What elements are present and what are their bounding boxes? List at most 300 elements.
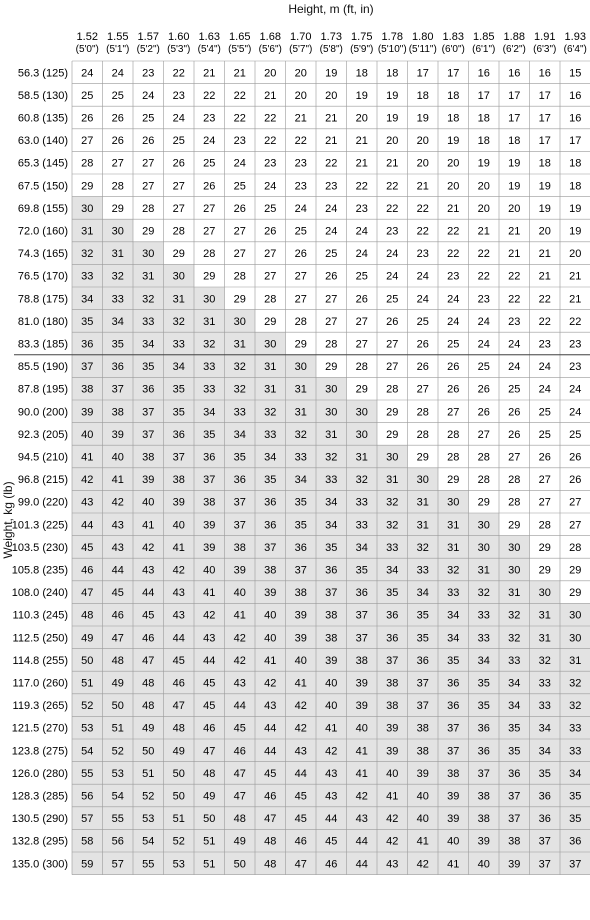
cell-value: 47 [111,632,124,645]
cell-value: 18 [569,180,582,193]
cell-value: 48 [264,835,277,848]
cell-value: 27 [142,180,155,193]
cell-value: 43 [325,767,338,780]
cell-value: 22 [325,157,338,170]
cell-value: 42 [111,496,124,509]
cell-value: 48 [111,654,124,667]
cell-value: 47 [294,858,307,871]
row-label: 103.5 (230) [11,541,68,554]
row-label: 101.3 (225) [11,519,68,532]
cell-value: 48 [81,609,94,622]
row-label: 76.5 (170) [17,270,68,283]
cell-value: 42 [172,564,185,577]
cell-value: 43 [172,587,185,600]
cell-value: 28 [172,225,185,238]
cell-value: 28 [477,474,490,487]
cell-value: 31 [477,564,490,577]
cell-value: 39 [477,835,490,848]
cell-value: 41 [203,587,216,600]
cell-value: 29 [538,564,551,577]
cell-value: 59 [81,858,94,871]
cell-value: 30 [569,632,582,645]
cell-value: 23 [203,112,216,125]
cell-value: 22 [233,112,246,125]
cell-value: 41 [355,767,368,780]
cell-value: 31 [111,248,124,261]
cell-value: 35 [294,496,307,509]
row-label: 85.5 (190) [17,361,68,374]
cell-value: 24 [172,112,185,125]
cell-value: 28 [142,202,155,215]
cell-value: 18 [355,67,368,80]
cell-value: 32 [508,609,521,622]
cell-value: 36 [416,654,429,667]
cell-value: 51 [142,767,155,780]
cell-value: 33 [508,654,521,667]
cell-value: 26 [111,135,124,148]
cell-value: 20 [325,89,338,102]
cell-value: 35 [477,677,490,690]
cell-value: 33 [355,519,368,532]
cell-value: 21 [538,270,551,283]
cell-value: 43 [81,496,94,509]
column-header-m: 1.91 [534,31,556,43]
cell-value: 22 [172,67,185,80]
column-header-ft: (6'0") [441,44,465,55]
cell-value: 30 [538,587,551,600]
cell-value: 22 [508,293,521,306]
row-label: 56.3 (125) [17,67,68,80]
column-header-m: 1.85 [473,31,495,43]
column-header-m: 1.93 [564,31,586,43]
row-label: 81.0 (180) [17,315,68,328]
row-label: 119.3 (265) [12,700,68,713]
cell-value: 33 [233,406,246,419]
cell-value: 44 [264,722,277,735]
row-label: 74.3 (165) [17,248,68,261]
cell-value: 33 [203,361,216,374]
cell-value: 44 [233,700,246,713]
cell-value: 19 [477,157,490,170]
cell-value: 28 [111,180,124,193]
cell-value: 25 [142,112,155,125]
cell-value: 30 [142,248,155,261]
cell-value: 39 [416,767,429,780]
cell-value: 35 [203,428,216,441]
row-label: 123.8 (275) [11,745,68,758]
cell-value: 33 [447,587,460,600]
cell-value: 32 [203,338,216,351]
cell-value: 19 [325,67,338,80]
cell-value: 26 [264,225,277,238]
cell-value: 27 [538,474,551,487]
cell-value: 30 [203,293,216,306]
cell-value: 39 [203,519,216,532]
cell-value: 38 [264,564,277,577]
cell-value: 26 [416,361,429,374]
cell-value: 40 [355,722,368,735]
cell-value: 35 [447,654,460,667]
cell-value: 36 [477,745,490,758]
cell-value: 24 [325,225,338,238]
cell-value: 27 [111,157,124,170]
cell-value: 25 [203,157,216,170]
cell-value: 29 [142,225,155,238]
cell-value: 24 [569,383,582,396]
cell-value: 21 [355,157,368,170]
cell-value: 45 [142,609,155,622]
cell-value: 34 [325,496,338,509]
cell-value: 35 [569,790,582,803]
cell-value: 32 [142,293,155,306]
cell-value: 37 [538,835,551,848]
cell-value: 46 [233,745,246,758]
cell-value: 32 [325,451,338,464]
cell-value: 45 [203,700,216,713]
cell-value: 20 [538,225,551,238]
row-label: 90.0 (200) [17,406,68,419]
cell-value: 22 [203,89,216,102]
cell-value: 52 [81,700,94,713]
cell-value: 35 [172,406,185,419]
cell-value: 23 [142,67,155,80]
cell-value: 54 [111,790,124,803]
cell-value: 37 [538,858,551,871]
cell-value: 39 [447,813,460,826]
cell-value: 36 [447,700,460,713]
cell-value: 34 [264,451,277,464]
cell-value: 20 [477,180,490,193]
cell-value: 22 [477,270,490,283]
cell-value: 43 [142,564,155,577]
cell-value: 46 [264,790,277,803]
cell-value: 33 [325,474,338,487]
cell-value: 37 [477,767,490,780]
cell-value: 39 [355,700,368,713]
cell-value: 38 [477,790,490,803]
cell-value: 19 [416,112,429,125]
cell-value: 32 [416,541,429,554]
cell-value: 20 [294,67,307,80]
cell-value: 30 [508,541,521,554]
cell-value: 30 [416,474,429,487]
row-label: 110.3 (245) [12,609,68,622]
cell-value: 24 [477,315,490,328]
cell-value: 46 [81,564,94,577]
cell-value: 39 [264,587,277,600]
cell-value: 50 [81,654,94,667]
cell-value: 41 [111,474,124,487]
cell-value: 27 [355,315,368,328]
row-label: 108.0 (240) [11,587,68,600]
cell-value: 39 [142,474,155,487]
cell-value: 27 [325,315,338,328]
cell-value: 32 [81,248,94,261]
cell-value: 31 [264,383,277,396]
cell-value: 50 [111,700,124,713]
cell-value: 33 [538,677,551,690]
cell-value: 26 [477,383,490,396]
cell-value: 29 [111,202,124,215]
column-header-ft: (5'8") [319,44,343,55]
cell-value: 29 [81,180,94,193]
cell-value: 27 [264,270,277,283]
cell-value: 45 [111,587,124,600]
cell-value: 36 [447,677,460,690]
cell-value: 23 [264,157,277,170]
cell-value: 37 [325,587,338,600]
cell-value: 24 [264,180,277,193]
cell-value: 32 [355,474,368,487]
cell-value: 19 [538,202,551,215]
cell-value: 27 [325,293,338,306]
row-label: 69.8 (155) [17,202,68,215]
row-label: 117.0 (260) [12,677,68,690]
cell-value: 35 [508,722,521,735]
cell-value: 49 [81,632,94,645]
cell-value: 35 [477,700,490,713]
cell-value: 22 [386,202,399,215]
cell-value: 30 [477,541,490,554]
cell-value: 36 [569,835,582,848]
cell-value: 55 [111,813,124,826]
cell-value: 21 [569,270,582,283]
row-label: 58.5 (130) [17,89,68,102]
cell-value: 27 [447,406,460,419]
cell-value: 37 [233,496,246,509]
cell-value: 42 [386,813,399,826]
cell-value: 52 [142,790,155,803]
row-label: 87.8 (195) [17,383,68,396]
cell-value: 45 [172,654,185,667]
cell-value: 29 [569,587,582,600]
cell-value: 50 [142,745,155,758]
cell-value: 47 [233,767,246,780]
cell-value: 44 [264,745,277,758]
cell-value: 31 [447,541,460,554]
column-header-m: 1.65 [229,31,251,43]
cell-value: 19 [386,112,399,125]
cell-value: 36 [325,564,338,577]
cell-value: 43 [294,745,307,758]
cell-value: 33 [477,632,490,645]
column-header-m: 1.78 [381,31,403,43]
cell-value: 46 [111,609,124,622]
cell-value: 36 [386,609,399,622]
cell-value: 43 [233,677,246,690]
cell-value: 33 [416,564,429,577]
cell-value: 32 [569,700,582,713]
column-header-m: 1.73 [320,31,342,43]
cell-value: 25 [477,361,490,374]
cell-value: 28 [203,248,216,261]
cell-value: 19 [386,89,399,102]
cell-value: 16 [569,89,582,102]
cell-value: 26 [294,248,307,261]
cell-value: 39 [325,654,338,667]
cell-value: 38 [477,813,490,826]
cell-value: 43 [386,858,399,871]
cell-value: 30 [325,406,338,419]
cell-value: 40 [172,519,185,532]
cell-value: 31 [386,474,399,487]
cell-value: 52 [111,745,124,758]
cell-value: 29 [416,451,429,464]
cell-value: 54 [81,745,94,758]
cell-value: 34 [111,315,124,328]
cell-value: 23 [386,225,399,238]
cell-value: 39 [355,677,368,690]
cell-value: 21 [294,112,307,125]
cell-value: 35 [325,541,338,554]
cell-value: 24 [81,67,94,80]
cell-value: 41 [142,519,155,532]
cell-value: 47 [81,587,94,600]
cell-value: 38 [416,722,429,735]
cell-value: 38 [416,745,429,758]
cell-value: 53 [111,767,124,780]
cell-value: 21 [264,89,277,102]
cell-value: 28 [325,338,338,351]
cell-value: 26 [172,157,185,170]
cell-value: 31 [264,361,277,374]
column-header-ft: (5'0") [75,44,99,55]
cell-value: 18 [416,89,429,102]
cell-value: 37 [447,745,460,758]
cell-value: 31 [416,519,429,532]
column-header-ft: (5'10") [377,44,407,55]
cell-value: 28 [355,361,368,374]
cell-value: 37 [508,813,521,826]
cell-value: 30 [111,225,124,238]
cell-value: 27 [203,225,216,238]
cell-value: 34 [538,745,551,758]
cell-value: 21 [386,157,399,170]
cell-value: 30 [447,496,460,509]
cell-value: 44 [142,587,155,600]
column-header-ft: (6'4") [563,44,587,55]
cell-value: 46 [294,835,307,848]
cell-value: 36 [386,632,399,645]
column-header-ft: (5'6") [258,44,282,55]
cell-value: 33 [203,383,216,396]
cell-value: 25 [111,89,124,102]
cell-value: 25 [416,315,429,328]
row-label: 99.0 (220) [17,496,68,509]
cell-value: 42 [294,700,307,713]
cell-value: 37 [111,383,124,396]
cell-value: 37 [386,654,399,667]
cell-value: 19 [447,135,460,148]
cell-value: 28 [81,157,94,170]
cell-value: 21 [477,225,490,238]
cell-value: 42 [386,835,399,848]
cell-value: 42 [233,654,246,667]
cell-value: 24 [508,338,521,351]
cell-value: 29 [447,474,460,487]
cell-value: 25 [538,406,551,419]
cell-value: 37 [203,474,216,487]
cell-value: 32 [477,587,490,600]
cell-value: 44 [294,767,307,780]
cell-value: 30 [233,315,246,328]
column-header-ft: (6'2") [502,44,526,55]
row-label: 130.5 (290) [11,813,68,826]
cell-value: 19 [355,89,368,102]
cell-value: 23 [294,157,307,170]
cell-value: 22 [233,89,246,102]
column-header-ft: (5'7") [289,44,313,55]
cell-value: 26 [508,406,521,419]
cell-value: 23 [416,248,429,261]
cell-value: 29 [477,496,490,509]
cell-value: 33 [569,722,582,735]
cell-value: 51 [81,677,94,690]
cell-value: 25 [172,135,185,148]
cell-value: 17 [508,112,521,125]
cell-value: 43 [172,609,185,622]
cell-value: 34 [416,587,429,600]
cell-value: 22 [569,315,582,328]
column-header-m: 1.70 [290,31,312,43]
cell-value: 31 [508,587,521,600]
cell-value: 47 [203,745,216,758]
cell-value: 17 [508,89,521,102]
cell-value: 18 [447,89,460,102]
cell-value: 51 [172,813,185,826]
cell-value: 34 [325,519,338,532]
cell-value: 39 [172,496,185,509]
cell-value: 38 [294,587,307,600]
cell-value: 38 [81,383,94,396]
cell-value: 29 [355,383,368,396]
cell-value: 37 [355,632,368,645]
cell-value: 54 [142,835,155,848]
cell-value: 34 [142,338,155,351]
cell-value: 36 [538,813,551,826]
cell-value: 31 [447,519,460,532]
cell-value: 38 [447,767,460,780]
cell-value: 31 [569,654,582,667]
row-label: 96.8 (215) [17,474,68,487]
cell-value: 46 [325,858,338,871]
cell-value: 42 [294,722,307,735]
row-label: 63.0 (140) [17,135,68,148]
cell-value: 18 [538,157,551,170]
column-header-m: 1.55 [107,31,129,43]
cell-value: 57 [111,858,124,871]
cell-value: 24 [355,225,368,238]
cell-value: 31 [142,270,155,283]
cell-value: 33 [142,315,155,328]
cell-value: 41 [355,745,368,758]
cell-value: 30 [477,519,490,532]
row-label: 65.3 (145) [17,157,68,170]
cell-value: 24 [325,202,338,215]
cell-value: 20 [294,89,307,102]
cell-value: 42 [142,541,155,554]
cell-value: 46 [172,677,185,690]
cell-value: 42 [416,858,429,871]
cell-value: 27 [233,248,246,261]
cell-value: 17 [477,89,490,102]
cell-value: 37 [233,519,246,532]
cell-value: 23 [294,180,307,193]
cell-value: 39 [386,722,399,735]
cell-value: 34 [447,609,460,622]
cell-value: 55 [142,858,155,871]
y-axis-label: Weight, kg (lb) [1,481,15,559]
